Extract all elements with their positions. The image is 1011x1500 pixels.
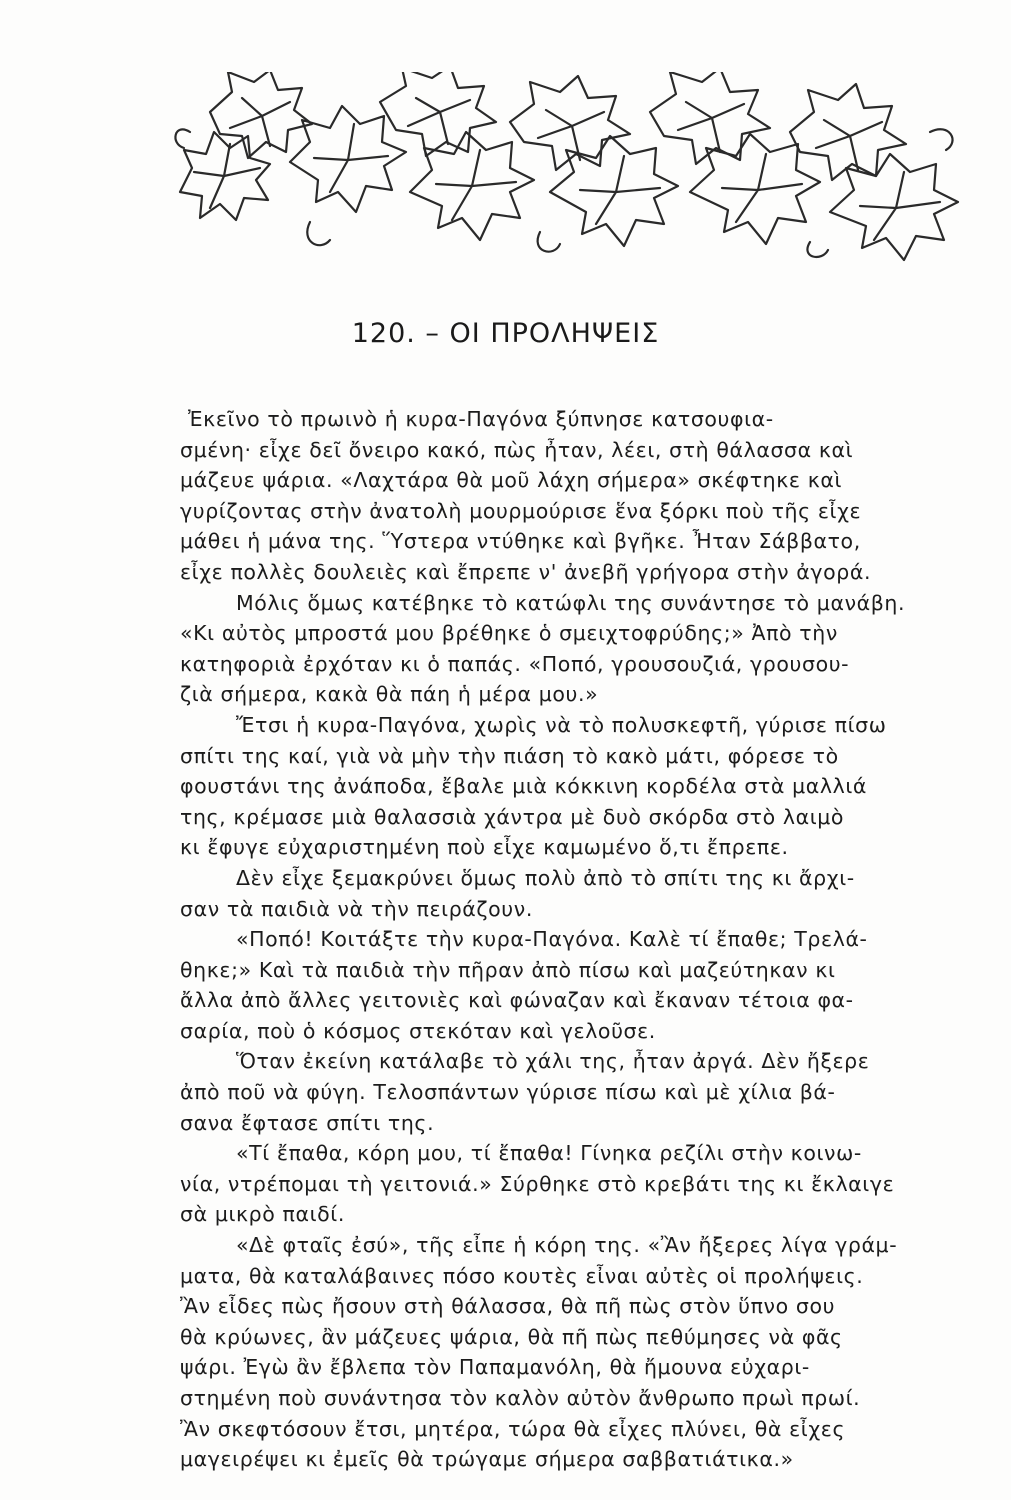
text-line: σπίτι της καί, γιὰ νὰ μὴν τὴν πιάση τὸ κακὸ μάτι, φόρεσε τὸ [180,743,839,768]
paragraph [180,1230,956,1475]
vine-leaf [790,84,906,180]
text-line: σμένη· εἶχε δεῖ ὄνειρο κακό, πὼς ἦταν, λέει, στὴ θάλασσα καὶ [180,437,854,462]
paragraph [180,924,956,1046]
paragraph [180,1046,956,1138]
text-line: Δὲν εἶχε ξεμακρύνει ὅμως πολὺ ἀπὸ τὸ σπίτι της κι ἄρχι- [236,865,855,890]
vine-leaf-ornament [170,72,970,262]
text-line: ψάρι. Ἐγὼ ἂν ἔβλεπα τὸν Παπαμανόλη, θὰ ἤμουνα εὐχαρι- [180,1355,810,1380]
text-line: «Δὲ φταῖς ἐσύ», τῆς εἶπε ἡ κόρη της. «Ἂν ἤξερες λίγα γράμ- [236,1233,898,1258]
text-line: «Ποπό! Κοιτάξτε τὴν κυρα-Παγόνα. Καλὲ τί ἔπαθε; Τρελά- [236,927,868,952]
text-line: Ἔτσι ἡ κυρα-Παγόνα, χωρὶς νὰ τὸ πολυσκεφτῆ, γύρισε πίσω [236,712,887,737]
text-line: σαν τὰ παιδιὰ νὰ τὴν πειράζουν. [180,896,533,921]
text-line: Ἂν σκεφτόσουν ἔτσι, μητέρα, τώρα θὰ εἶχες πλύνει, θὰ εἶχες [180,1416,846,1441]
text-line: ζιὰ σήμερα, κακὰ θὰ πάη ἡ μέρα μου.» [180,682,599,707]
text-line: σανα ἔφτασε σπίτι της. [180,1110,435,1135]
text-line: νία, ντρέπομαι τὴ γειτονιά.» Σύρθηκε στὸ κρεβάτι της κι ἔκλαιγε [180,1171,895,1196]
text-line: Ἐκεῖνο τὸ πρωινὸ ἡ κυρα-Παγόνα ξύπνησε κατσουφια- [188,407,774,431]
paragraph [180,588,956,710]
chapter-title: 120. – ΟΙ ΠΡΟΛΗΨΕΙΣ [351,318,660,349]
text-line: σαρία, ποὺ ὁ κόσμος στεκόταν καὶ γελοῦσε. [180,1018,656,1043]
text-line: «Τί ἔπαθα, κόρη μου, τί ἔπαθα! Γίνηκα ρεζίλι στὴν κοινω- [236,1141,862,1166]
text-line: Ἂν εἶδες πὼς ἤσουν στὴ θάλασσα, θὰ πῆ πὼς στὸν ὕπνο σου [180,1294,836,1319]
text-line: Μόλις ὅμως κατέβηκε τὸ κατώφλι της συνάντησε τὸ μανάβη. [236,590,906,615]
text-line: θηκε;» Καὶ τὰ παιδιὰ τὴν πῆραν ἀπὸ πίσω καὶ μαζεύτηκαν κι [180,957,836,982]
text-line: ἀπὸ ποῦ νὰ φύγη. Τελοσπάντων γύρισε πίσω καὶ μὲ χίλια βά- [180,1080,836,1105]
text-line: στημένη ποὺ συνάντησα τὸν καλὸν αὐτὸν ἄνθρωπο πρωὶ πρωί. [180,1386,861,1410]
text-line: μαγειρέψει κι ἐμεῖς θὰ τρώγαμε σήμερα σαββατιάτικα.» [180,1447,794,1472]
text-line: φουστάνι της ἀνάποδα, ἔβαλε μιὰ κόκκινη κορδέλα στὰ μαλλιά [180,774,867,799]
paragraph [180,710,956,863]
paragraph [180,863,956,924]
body-text [180,404,956,1475]
text-line: μάθει ἡ μάνα της. Ὕστερα ντύθηκε καὶ βγῆκε. Ἦταν Σάββατο, [180,529,861,554]
text-line: μάζευε ψάρια. «Λαχτάρα θὰ μοῦ λάχη σήμερα» σκέφτηκε καὶ [180,468,843,493]
text-line: γυρίζοντας στὴν ἀνατολὴ μουρμούρισε ἕνα ξόρκι ποὺ τῆς εἶχε [180,498,862,523]
text-line: της, κρέμασε μιὰ θαλασσιὰ χάντρα μὲ δυὸ σκόρδα στὸ λαιμὸ [180,804,845,829]
text-line: σὰ μικρὸ παιδί. [180,1202,345,1227]
text-line: εἶχε πολλὲς δουλειὲς καὶ ἔπρεπε ν' ἀνεβῆ γρήγορα στὴν ἀγορά. [180,559,872,584]
text-line: ματα, θὰ καταλάβαινες πόσο κουτὲς εἶναι αὐτὲς οἱ προλήψεις. [180,1263,864,1288]
paragraph [180,404,956,588]
text-line: κατηφοριὰ ἐρχόταν κι ὁ παπάς. «Ποπό, γρουσουζιά, γρουσου- [180,651,850,676]
text-line: «Κι αὐτὸς μπροστά μου βρέθηκε ὁ σμειχτοφρύδης;» Ἀπὸ τὴν [180,621,838,646]
text-line: Ὅταν ἐκείνη κατάλαβε τὸ χάλι της, ἦταν ἀργά. Δὲν ἤξερε [236,1049,870,1074]
text-line: ἄλλα ἀπὸ ἄλλες γειτονιὲς καὶ φώναζαν καὶ ἔκαναν τέτοια φα- [180,988,854,1013]
vine-leaf [510,76,630,170]
paragraph [180,1138,956,1230]
text-line: κι ἔφυγε εὐχαριστημένη ποὺ εἶχε καμωμένο ὅ,τι ἔπρεπε. [180,835,789,860]
text-line: θὰ κρύωνες, ἂν μάζευες ψάρια, θὰ πῆ πὼς πεθύμησες νὰ φᾶς [180,1324,843,1349]
